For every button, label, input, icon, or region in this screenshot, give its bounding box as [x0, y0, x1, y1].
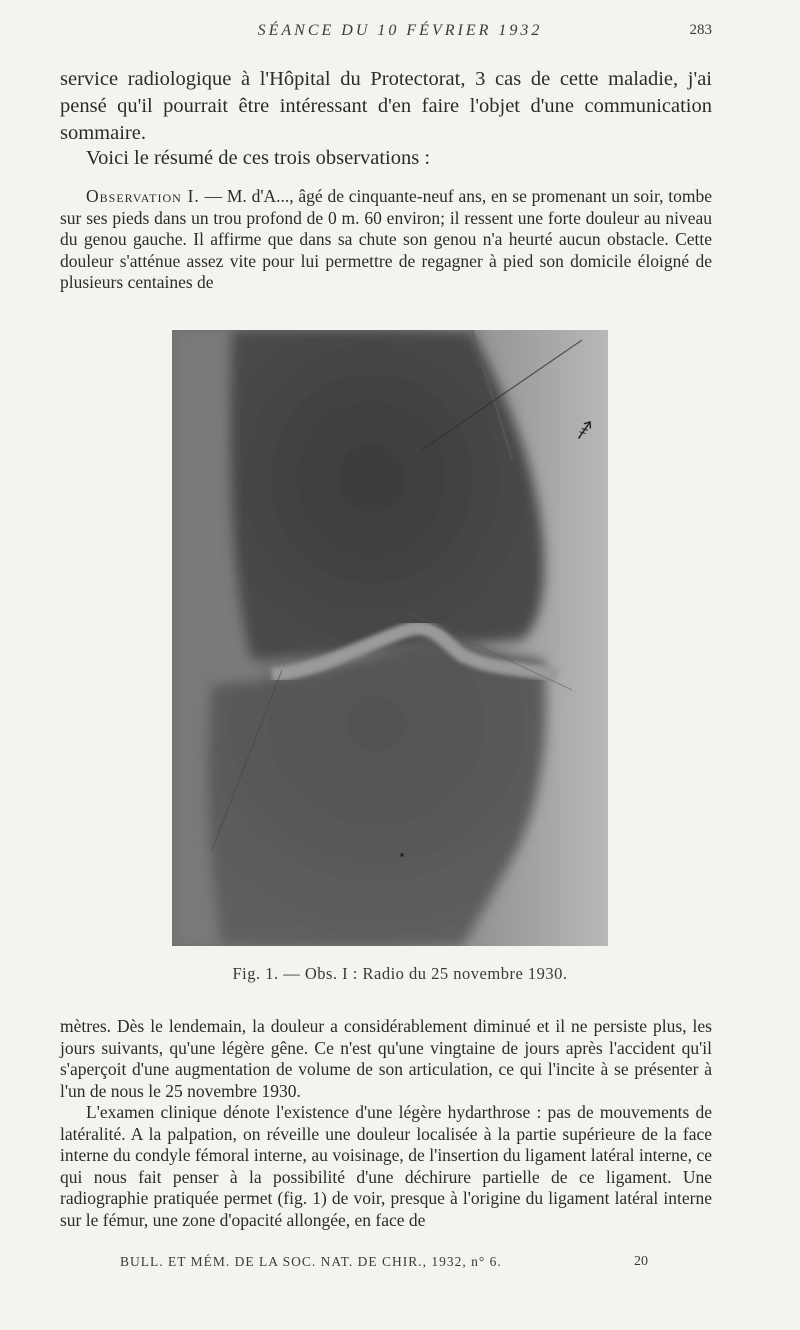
running-header: SÉANCE DU 10 FÉVRIER 1932: [257, 22, 543, 39]
page-number: 283: [689, 22, 712, 38]
knee-radiograph: [172, 330, 608, 946]
observation-paragraph: [60, 186, 712, 294]
figure-caption: Fig. 1. — Obs. I : Radio du 25 novembre 1930.: [232, 964, 568, 983]
continuation-paragraph: mètres. Dès le lendemain, la douleur a considérablement diminué et il ne persiste plus, les jours suivants, qu'une légère gêne. Ce n'est qu'une vingtaine de jours après l'accident qu'il s'aperçoit d'une augmentation de volume de son articulation, ce qui l'incite à se présenter à l'un de nous le 25 novembre 1930.: [60, 1016, 712, 1101]
signature-number: 20: [634, 1254, 648, 1269]
journal-footer: BULL. ET MÉM. DE LA SOC. NAT. DE CHIR., 1932, n° 6.: [120, 1254, 502, 1269]
summary-line: Voici le résumé de ces trois observations :: [86, 147, 431, 169]
observation-text: — M. d'A..., âgé de cinquante-neuf ans, en se promenant un soir, tombe sur ses pieds dans un trou profond de 0 m. 60 environ; il ressent une forte douleur au niveau du genou gauche. Il affirme que dans sa chute son genou n'a heurté aucun obstacle. Cette douleur s'atténue assez vite pour lui permettre de regagner à pied son domicile éloigné de plusieurs centaines de: [60, 186, 712, 292]
observation-label: Observation I.: [86, 186, 200, 206]
exam-paragraph: L'examen clinique dénote l'existence d'une légère hydarthrose : pas de mouvements de latéralité. A la palpation, on réveille une douleur localisée à la partie supérieure de la face interne du condyle fémoral interne, au voisinage, de l'insertion du ligament latéral interne, ce qui nous fait penser à la possibilité d'une déchirure partielle de ce ligament. Une radiographie pratiquée permet (fig. 1) de voir, presque à l'origine du ligament latéral interne sur le fémur, une zone d'opacité allongée, en face de: [60, 1102, 712, 1230]
intro-paragraph: service radiologique à l'Hôpital du Protectorat, 3 cas de cette maladie, j'ai pensé qu'il pourrait être intéressant d'en faire l'objet d'une communication sommaire.: [60, 68, 712, 144]
